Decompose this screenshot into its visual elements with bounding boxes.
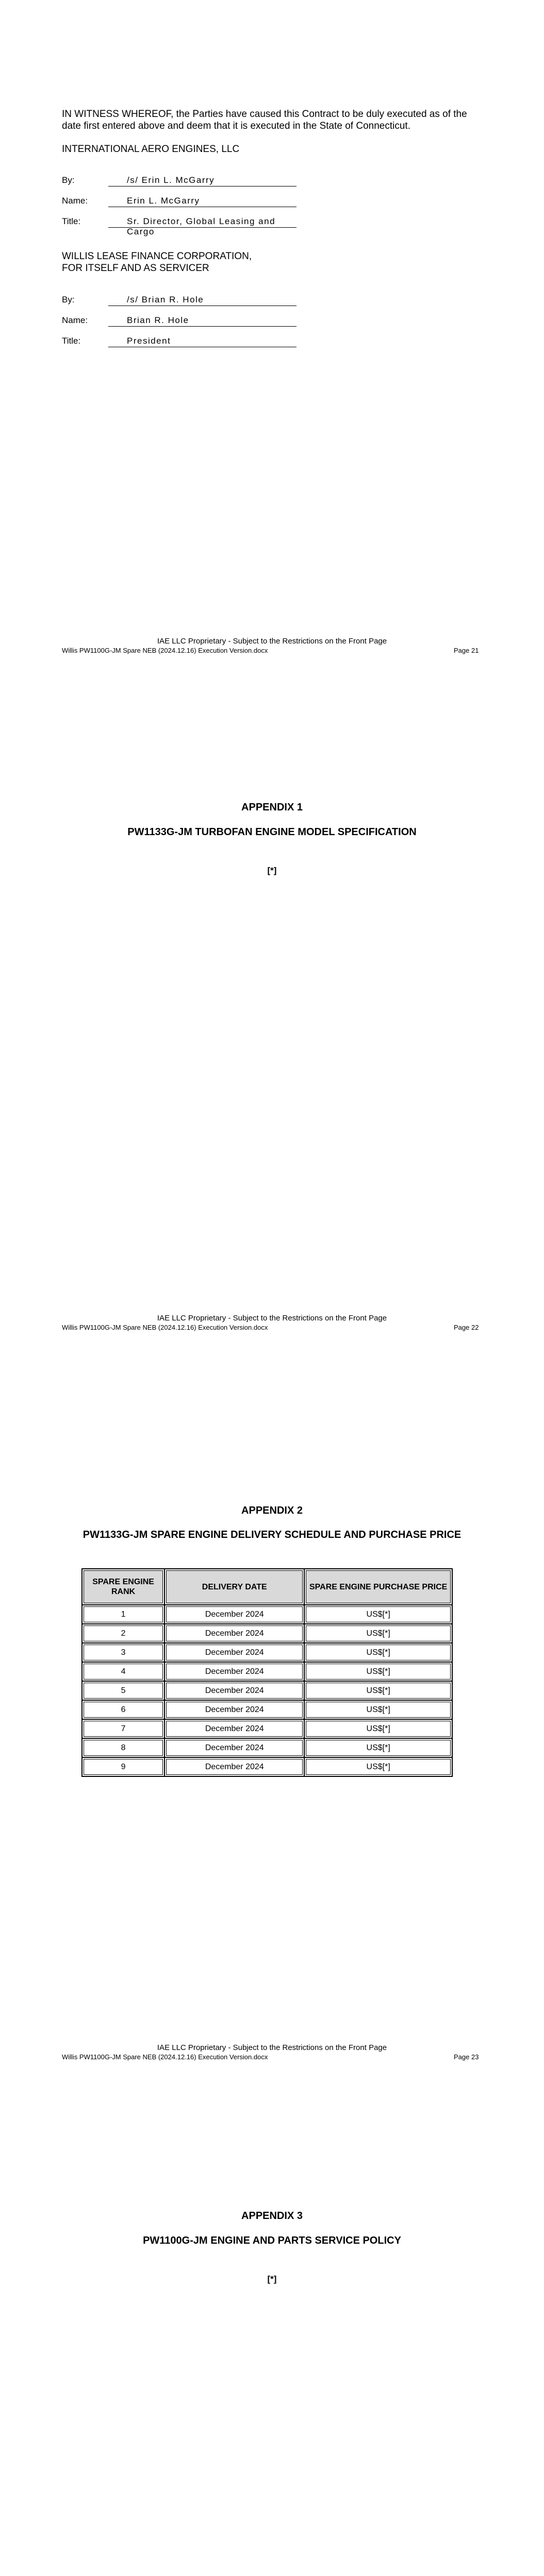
price-cell: US$[*]: [304, 1605, 452, 1624]
name-value: Erin L. McGarry: [108, 196, 296, 207]
date-cell: December 2024: [164, 1757, 304, 1776]
by-signature: /s/ Erin L. McGarry: [108, 175, 296, 187]
date-cell: December 2024: [164, 1605, 304, 1624]
date-cell: December 2024: [164, 1681, 304, 1700]
footer-proprietary: IAE LLC Proprietary - Subject to the Restrictions on the Front Page: [157, 2043, 387, 2052]
name-label: Name:: [62, 196, 88, 206]
date-cell: December 2024: [164, 1662, 304, 1681]
price-cell: US$[*]: [304, 1757, 452, 1776]
price-cell: US$[*]: [304, 1738, 452, 1757]
header-purchase-price: SPARE ENGINE PURCHASE PRICE: [304, 1569, 452, 1605]
rank-cell: 8: [82, 1738, 164, 1757]
rank-cell: 9: [82, 1757, 164, 1776]
witness-paragraph: IN WITNESS WHEREOF, the Parties have caused this Contract to be duly executed as of the date first entered above and deem that it is executed in the State of Connecticut.: [62, 109, 467, 131]
rank-cell: 2: [82, 1624, 164, 1643]
table-row: [82, 1681, 452, 1700]
appendix-title: PW1133G-JM TURBOFAN ENGINE MODEL SPECIFICATION: [127, 826, 417, 838]
table-row: [82, 1605, 452, 1624]
appendix-heading: APPENDIX 3: [241, 2210, 303, 2222]
title-value: Sr. Director, Global Leasing and Cargo: [108, 216, 296, 228]
table-row: [82, 1700, 452, 1719]
rank-cell: 4: [82, 1662, 164, 1681]
table-row: [82, 1757, 452, 1776]
footer-page-number: Page 23: [454, 2053, 479, 2061]
price-cell: US$[*]: [304, 1624, 452, 1643]
footer-proprietary: IAE LLC Proprietary - Subject to the Restrictions on the Front Page: [157, 1314, 387, 1323]
date-cell: December 2024: [164, 1738, 304, 1757]
by-signature: /s/ Brian R. Hole: [108, 295, 296, 306]
table-row: [82, 1719, 452, 1738]
party1-name: INTERNATIONAL AERO ENGINES, LLC: [62, 144, 240, 155]
footer-filename: Willis PW1100G-JM Spare NEB (2024.12.16) Execution Version.docx: [62, 647, 268, 654]
date-cell: December 2024: [164, 1700, 304, 1719]
table-row: [82, 1624, 452, 1643]
date-cell: December 2024: [164, 1719, 304, 1738]
footer-page-number: Page 22: [454, 1324, 479, 1331]
rank-cell: 5: [82, 1681, 164, 1700]
title-label: Title:: [62, 336, 81, 346]
footer-proprietary: IAE LLC Proprietary - Subject to the Restrictions on the Front Page: [157, 637, 387, 646]
table-row: [82, 1643, 452, 1662]
table-row: [82, 1662, 452, 1681]
party2-name-line1: WILLIS LEASE FINANCE CORPORATION,: [62, 251, 252, 262]
appendix-heading: APPENDIX 1: [241, 802, 303, 813]
table-header-row: [82, 1569, 452, 1605]
rank-cell: 7: [82, 1719, 164, 1738]
redacted-content: [*]: [267, 2274, 277, 2284]
footer-filename: Willis PW1100G-JM Spare NEB (2024.12.16) Execution Version.docx: [62, 2053, 268, 2061]
appendix-heading: APPENDIX 2: [241, 1505, 303, 1516]
header-delivery-date: DELIVERY DATE: [164, 1569, 304, 1605]
price-cell: US$[*]: [304, 1662, 452, 1681]
date-cell: December 2024: [164, 1643, 304, 1662]
header-rank: SPARE ENGINE RANK: [82, 1569, 164, 1605]
appendix-title: PW1100G-JM ENGINE AND PARTS SERVICE POLICY: [143, 2235, 401, 2246]
delivery-schedule-table: [81, 1568, 453, 1777]
redacted-content: [*]: [267, 866, 277, 875]
title-label: Title:: [62, 216, 81, 226]
party2-name-line2: FOR ITSELF AND AS SERVICER: [62, 263, 209, 274]
title-value: President: [108, 336, 296, 347]
rank-cell: 1: [82, 1605, 164, 1624]
rank-cell: 3: [82, 1643, 164, 1662]
name-value: Brian R. Hole: [108, 315, 296, 327]
by-label: By:: [62, 175, 75, 185]
date-cell: December 2024: [164, 1624, 304, 1643]
price-cell: US$[*]: [304, 1719, 452, 1738]
price-cell: US$[*]: [304, 1700, 452, 1719]
price-cell: US$[*]: [304, 1643, 452, 1662]
name-label: Name:: [62, 315, 88, 325]
footer-page-number: Page 21: [454, 647, 479, 654]
rank-cell: 6: [82, 1700, 164, 1719]
price-cell: US$[*]: [304, 1681, 452, 1700]
by-label: By:: [62, 295, 75, 304]
table-row: [82, 1738, 452, 1757]
appendix-title: PW1133G-JM SPARE ENGINE DELIVERY SCHEDULE AND PURCHASE PRICE: [83, 1529, 461, 1540]
footer-filename: Willis PW1100G-JM Spare NEB (2024.12.16) Execution Version.docx: [62, 1324, 268, 1331]
